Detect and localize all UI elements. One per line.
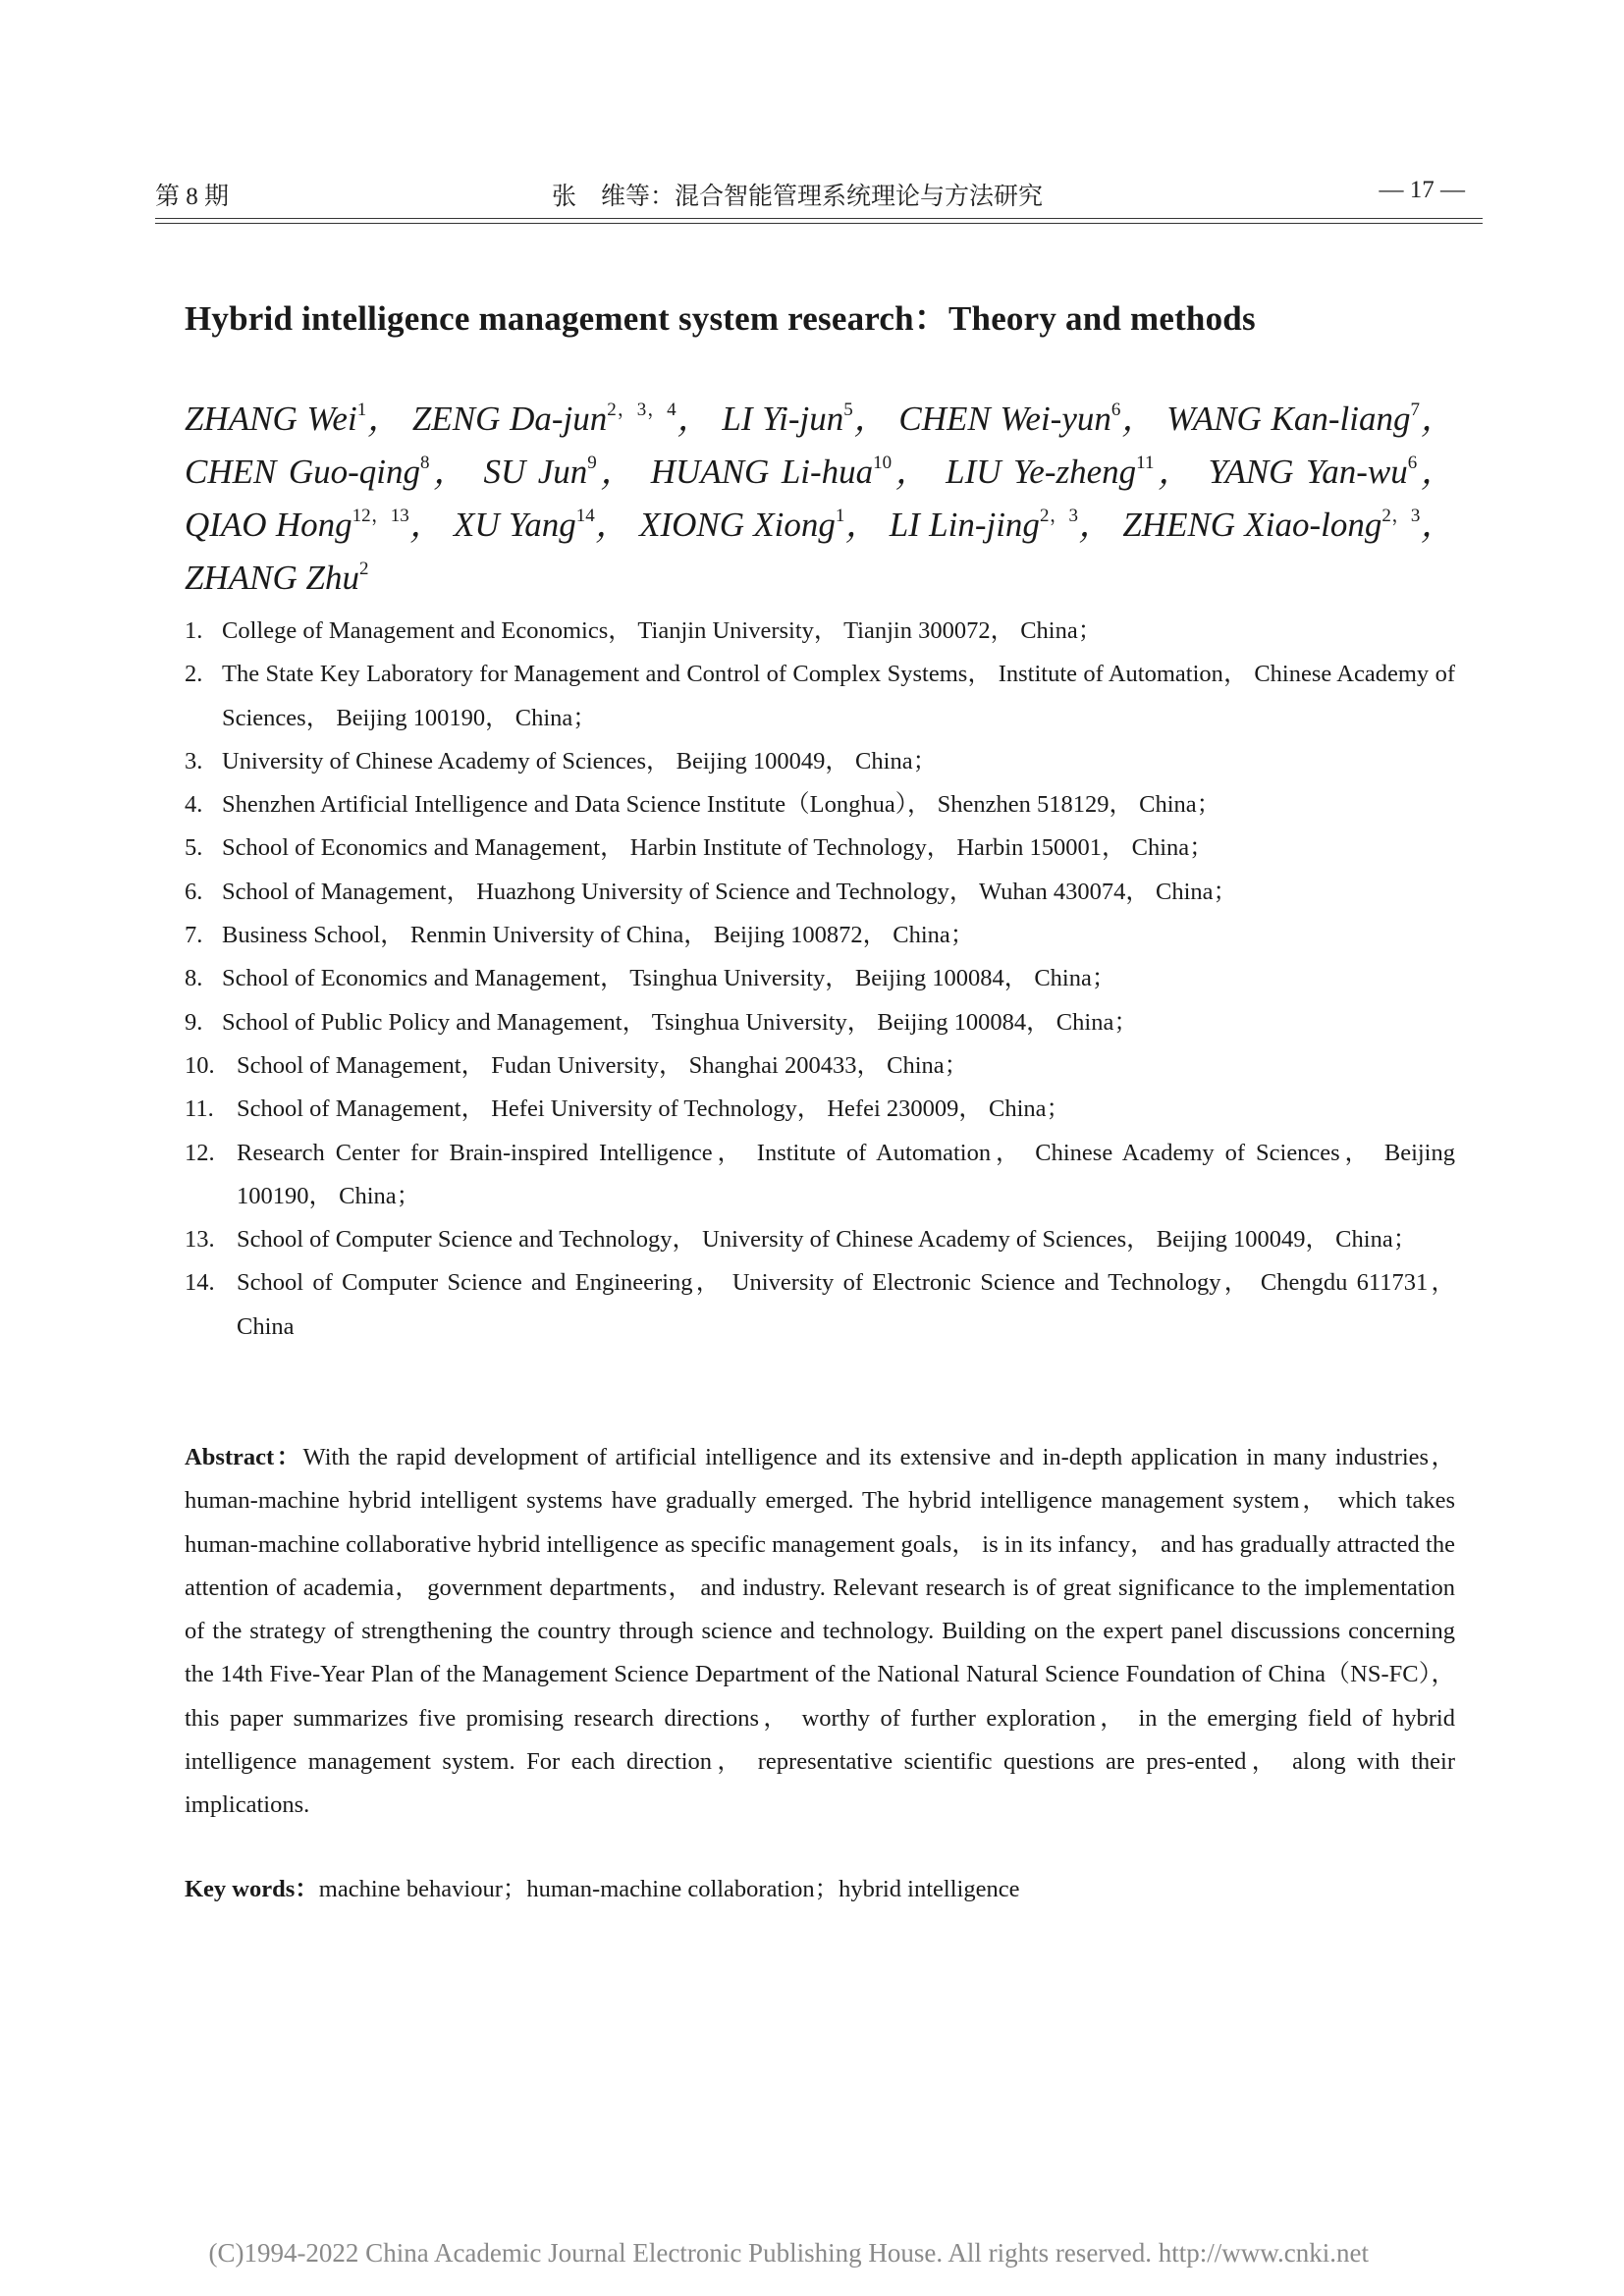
abstract [185, 1436, 1455, 1828]
author-name: CHEN Guo-qing [185, 453, 420, 491]
author-name: ZENG Da-jun [411, 400, 608, 438]
author-affiliation-marker: 6 [1407, 453, 1418, 473]
author-affiliation-marker: 9 [587, 453, 597, 473]
author [639, 506, 844, 544]
author-affiliation-marker: 14 [575, 506, 595, 526]
affiliation-number: 10. [185, 1051, 215, 1079]
abstract-label: Abstract： [185, 1444, 303, 1470]
copyright-footer: (C)1994-2022 China Academic Journal Electronic Publishing House. All rights reserved. http://www.cnki.net [208, 2238, 1369, 2268]
affiliation-number: 5. [185, 834, 203, 862]
author [890, 506, 1078, 544]
affiliation-item [185, 1001, 1455, 1044]
affiliation-item [185, 610, 1455, 653]
author-name: LI Yi-jun [722, 400, 844, 438]
affiliation-number: 4. [185, 791, 203, 819]
running-title: 张 维等：混合智能管理系统理论与方法研究 [552, 184, 1044, 210]
author [898, 400, 1120, 438]
author-affiliation-marker: 11 [1136, 453, 1155, 473]
affiliation-item [185, 1044, 1455, 1088]
affiliation-number: 11. [185, 1095, 214, 1123]
author-affiliation-marker: 2，3 [1381, 506, 1421, 526]
author [185, 400, 366, 438]
affiliation-number: 3. [185, 747, 203, 774]
author [1208, 453, 1417, 491]
author [1122, 506, 1420, 544]
affiliation-item [185, 871, 1455, 914]
running-header [155, 177, 1483, 214]
affiliation-text: College of Management and Economics， Tianjin University， Tianjin 300072， China； [222, 617, 1103, 644]
affiliation-text: School of Computer Science and Engineering， University of Electronic Science and Technology， Chengdu 611731， China [237, 1269, 1455, 1340]
affiliation-item [185, 1261, 1455, 1349]
affiliation-item [185, 783, 1455, 827]
affiliation-list [185, 610, 1455, 1349]
affiliation-text: School of Computer Science and Technology， University of Chinese Academy of Sciences， Beijing 100049， China； [237, 1226, 1418, 1254]
author-name: CHEN Wei-yun [898, 400, 1111, 438]
author [946, 453, 1154, 491]
affiliation-text: Business School， Renmin University of China， Beijing 100872， China； [222, 922, 975, 949]
page-number: — 17 — [1379, 177, 1465, 203]
header-rule-thick [155, 218, 1483, 219]
affiliation-text: School of Management， Huazhong University of Science and Technology， Wuhan 430074， China； [222, 878, 1238, 905]
author-name: SU Jun [483, 453, 588, 491]
affiliation-text: School of Management， Fudan University， Shanghai 200433， China； [237, 1051, 969, 1079]
author-affiliation-marker: 12，13 [352, 506, 409, 526]
abstract-text: With the rapid development of artificial intelligence and its extensive and in-depth application in many industries， human-machine hybrid intelligent systems have gradually emerged. The hybrid intelligence management system， which takes human-machine collaborative hybrid intelligence as specific management goals， is in its infancy， and has gradually attracted the attention of academia， government departments， and industry. Relevant research is of great significance to the implementation of the strategy of strengthening the country through science and technology. Building on the expert panel discussions concerning the 14th Five-Year Plan of the Management Science Department of the National Natural Science Foundation of China（NS-FC）， this paper summarizes five promising research directions， worthy of further exploration， in the emerging field of hybrid intelligence management system. For each direction， representative scientific questions are pres-ented， along with their implications. [185, 1444, 1456, 1819]
author-affiliation-marker: 7 [1410, 400, 1420, 420]
affiliation-item [185, 653, 1455, 740]
issue-number: 第 8 期 [155, 184, 230, 210]
author-affiliation-marker: 5 [843, 400, 853, 420]
author-name: XU Yang [454, 506, 576, 544]
affiliation-text: School of Economics and Management， Tsinghua University， Beijing 100084， China； [222, 965, 1116, 992]
affiliation-item [185, 1088, 1455, 1131]
header-rule-thin [155, 223, 1483, 224]
affiliation-text: School of Public Policy and Management， Tsinghua University， Beijing 100084， China； [222, 1008, 1138, 1036]
author-affiliation-marker: 10 [873, 453, 893, 473]
author-name: LI Lin-jing [889, 506, 1040, 544]
author-affiliation-marker: 2，3 [1039, 506, 1078, 526]
author [412, 400, 677, 438]
author-name: QIAO Hong [185, 506, 352, 544]
affiliation-number: 7. [185, 922, 203, 949]
author [651, 453, 892, 491]
affiliation-text: The State Key Laboratory for Management and Control of Complex Systems， Institute of Automation， Chinese Academy of Sciences， Beijing 100190， China； [222, 661, 1455, 731]
author-name: ZHENG Xiao-long [1122, 506, 1382, 544]
affiliation-number: 9. [185, 1008, 203, 1036]
author-name: LIU Ye-zheng [946, 453, 1137, 491]
paper-title: Hybrid intelligence management system research：Theory and methods [185, 299, 1256, 338]
author-affiliation-marker: 6 [1110, 400, 1121, 420]
keywords [185, 1868, 1455, 1911]
author-name: HUANG Li-hua [650, 453, 874, 491]
affiliation-number: 6. [185, 878, 203, 905]
keywords-text: machine behaviour；human-machine collaboration；hybrid intelligence [318, 1876, 1020, 1902]
affiliation-item [185, 1218, 1455, 1261]
author-list: ZHANG Wei$^1$， ZENG Da-jun$^{2,3,4}$， LI Yi-jun$^5$， CHEN Wei-yun$^6$， WANG Kan-liang$^7$， CHEN Guo-qing$^8$， SU Jun$^9$， HUANG Li-hua$^{10}$， LIU Ye-zheng$^{11}$， YANG Yan-$wu^6$， QIAO Hong$^{12,13}$， XU Yang$^{14}$， XIONG Xiong$^1$， LI Lin-jing$^{2,3}$， ZHENG Xiao-long$^{2,3}$， ZHANG Zhu$^2$ [185, 400, 1455, 597]
author [454, 506, 595, 544]
author-affiliation-marker: 1 [356, 400, 367, 420]
author [185, 559, 368, 597]
affiliation-number: 13. [185, 1226, 215, 1254]
affiliation-item [185, 1132, 1455, 1219]
affiliation-text: University of Chinese Academy of Sciences， Beijing 100049， China； [222, 747, 938, 774]
author-affiliation-marker: 1 [835, 506, 845, 526]
author-name: ZHANG Wei [185, 400, 357, 438]
affiliation-number: 12. [185, 1139, 215, 1166]
author [483, 453, 596, 491]
affiliation-number: 14. [185, 1269, 215, 1297]
affiliation-text: School of Management， Hefei University of Technology， Hefei 230009， China； [237, 1095, 1071, 1123]
affiliation-number: 1. [185, 617, 203, 644]
author [185, 453, 430, 491]
author-name: YANG Yan-wu [1208, 453, 1408, 491]
author-affiliation-marker: 2，3，4 [607, 400, 677, 420]
author-name: ZHANG Zhu [185, 559, 359, 597]
affiliation-item [185, 827, 1455, 870]
affiliation-text: School of Economics and Management， Harbin Institute of Technology， Harbin 150001， China； [222, 834, 1214, 862]
author [722, 400, 852, 438]
affiliation-text: Shenzhen Artificial Intelligence and Data Science Institute（Longhua）， Shenzhen 518129， China； [222, 791, 1221, 819]
affiliation-item [185, 740, 1455, 783]
author [1166, 400, 1420, 438]
affiliation-number: 8. [185, 965, 203, 992]
author-affiliation-marker: 2 [358, 559, 369, 579]
keywords-label: Key words： [185, 1876, 319, 1902]
author-name: WANG Kan-liang [1166, 400, 1411, 438]
affiliation-item [185, 957, 1455, 1000]
affiliation-number: 2. [185, 661, 203, 688]
affiliation-item [185, 914, 1455, 957]
author-name: XIONG Xiong [639, 506, 836, 544]
author-affiliation-marker: 8 [420, 453, 430, 473]
affiliation-text: Research Center for Brain-inspired Intelligence， Institute of Automation， Chinese Academy of Sciences， Beijing 100190， China； [237, 1139, 1455, 1209]
author [185, 506, 409, 544]
